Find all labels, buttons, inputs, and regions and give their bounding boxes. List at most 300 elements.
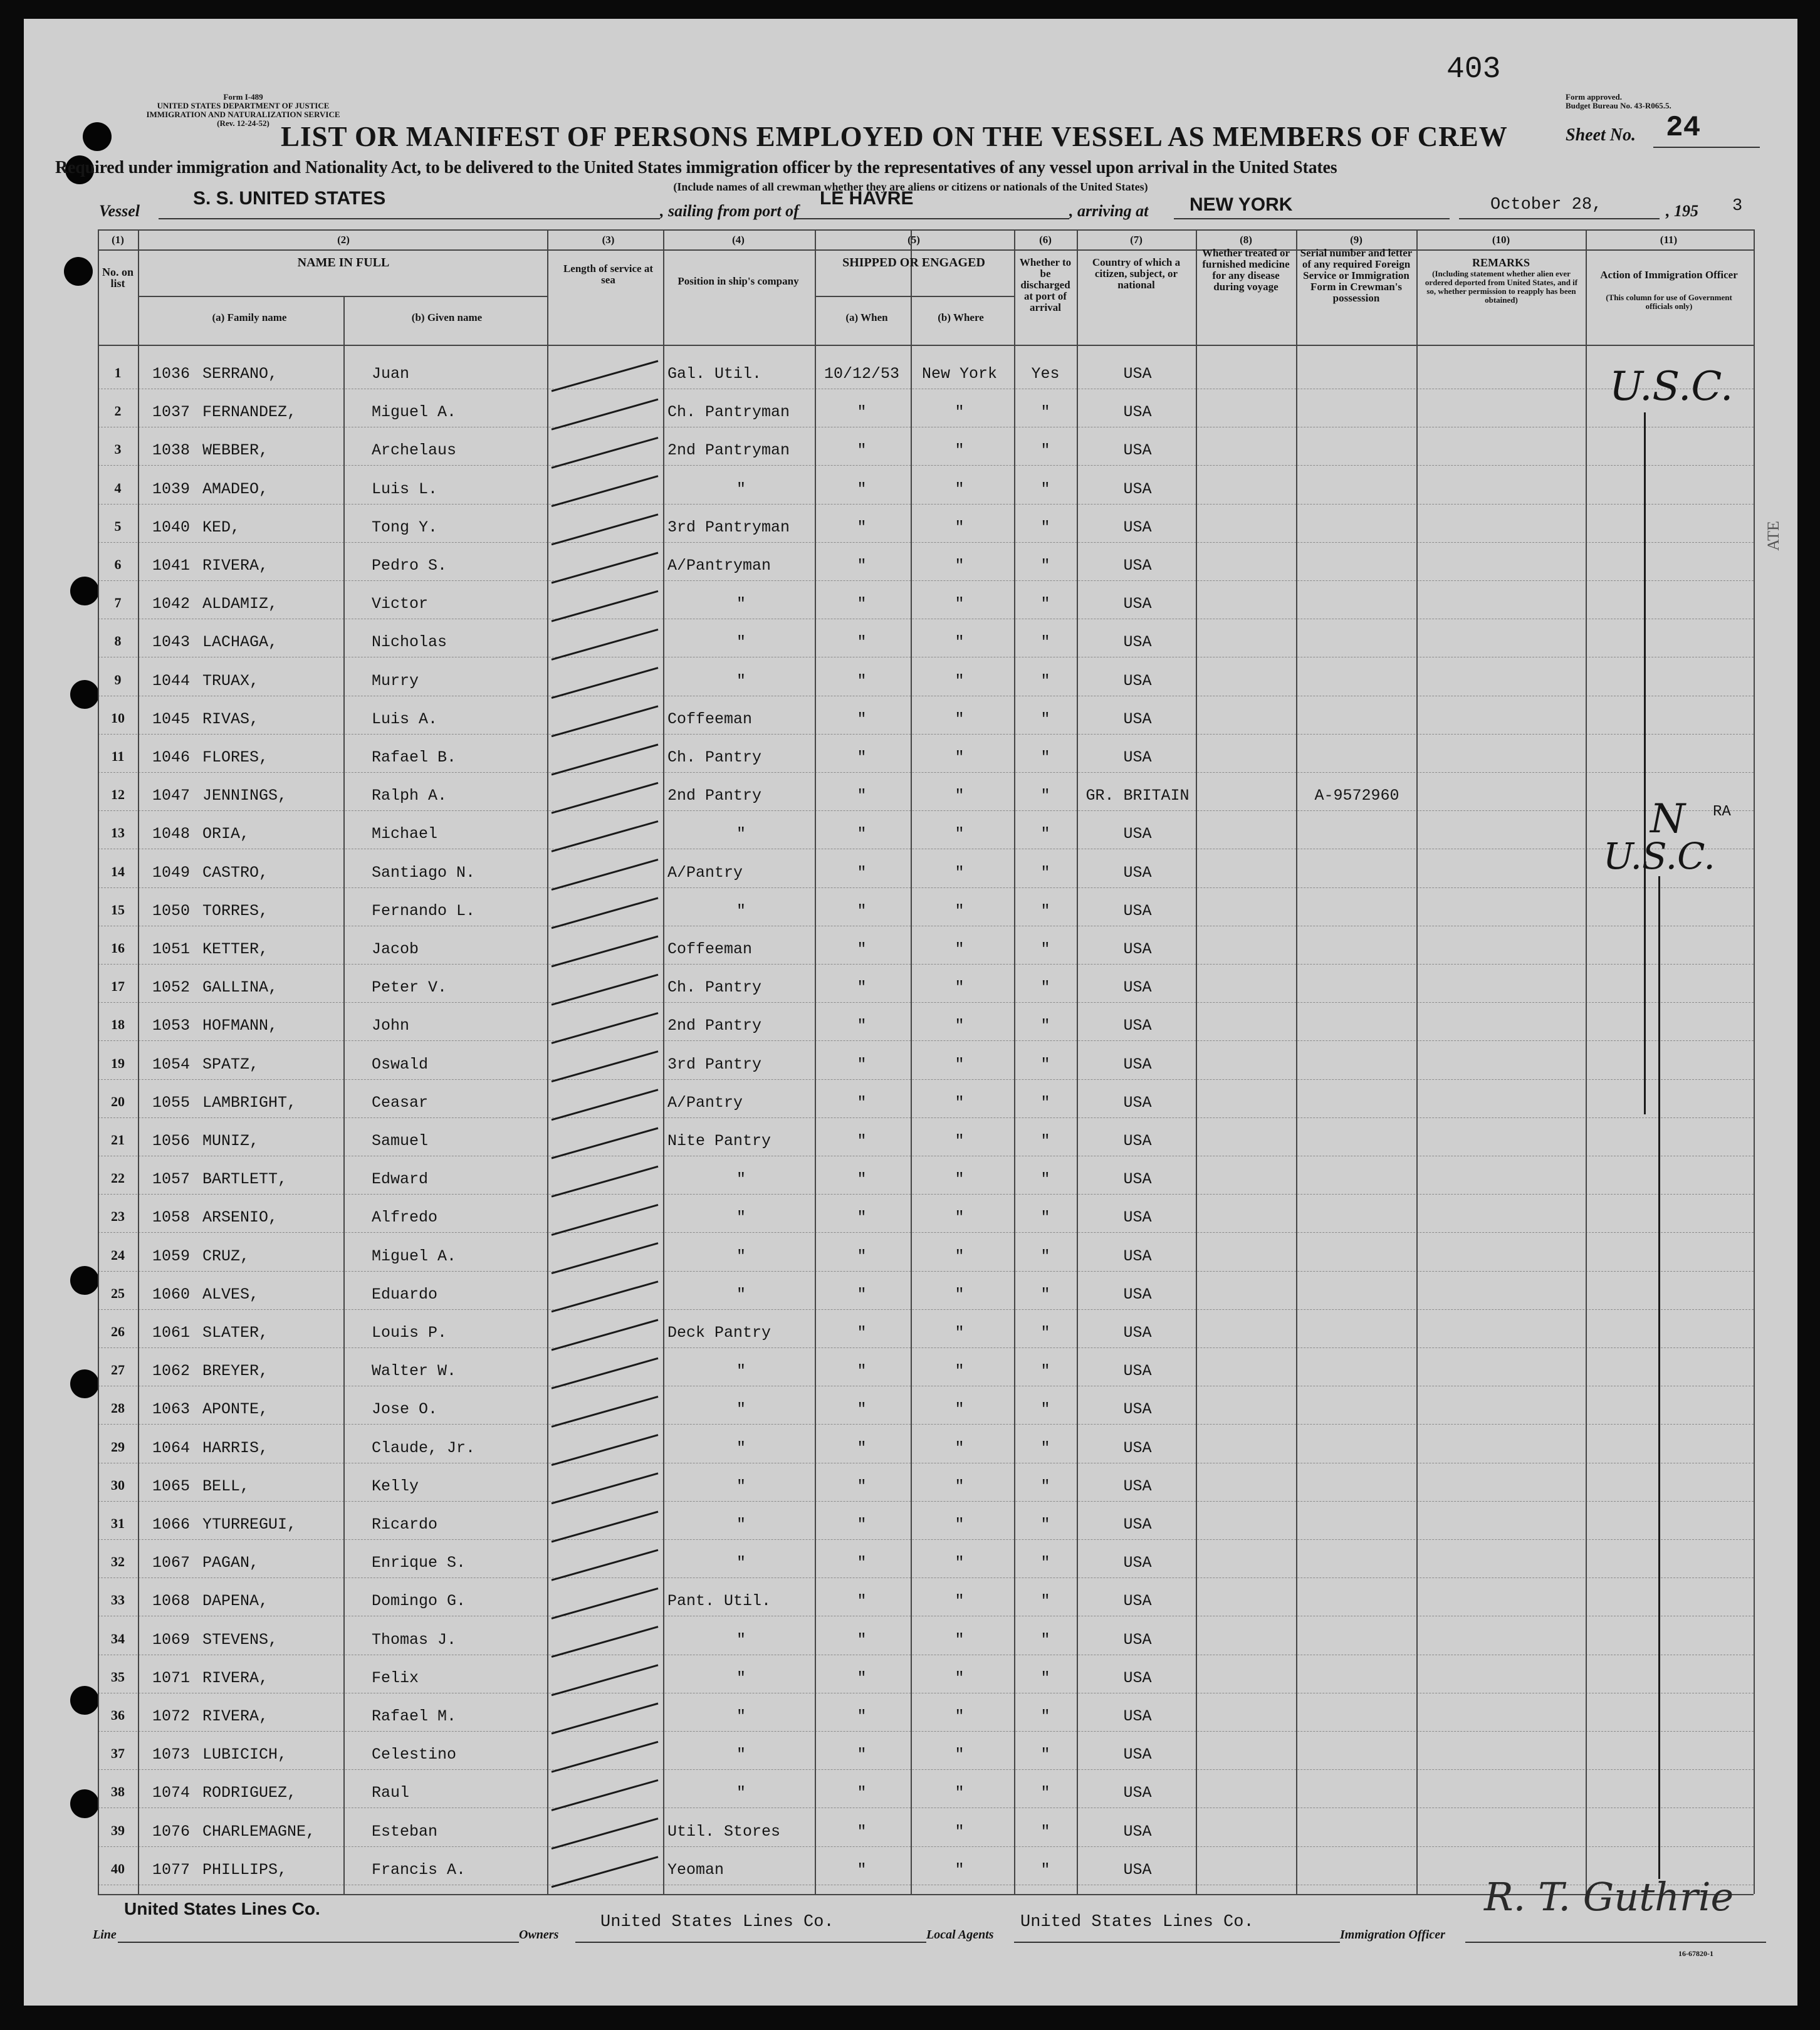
country: USA xyxy=(1123,671,1152,690)
position: " xyxy=(736,1515,746,1534)
family-name: PHILLIPS, xyxy=(202,1860,288,1879)
given-name: Jose O. xyxy=(372,1400,438,1419)
country: USA xyxy=(1123,1362,1152,1381)
family-name: FERNANDEZ, xyxy=(202,403,297,422)
given-name: Jacob xyxy=(372,940,419,958)
given-name: Ceasar xyxy=(372,1093,429,1112)
position: Util. Stores xyxy=(667,1822,781,1841)
discharge-flag: " xyxy=(1040,1170,1050,1189)
crew-id: 1038 xyxy=(152,441,191,460)
shipped-where: " xyxy=(954,787,965,805)
page-number: 403 xyxy=(1446,53,1501,86)
usc-mark-mid: U.S.C. xyxy=(1603,835,1715,877)
service-slash xyxy=(552,1090,658,1120)
crew-id: 1054 xyxy=(152,1055,191,1074)
discharge-flag: " xyxy=(1040,1055,1050,1074)
service-slash xyxy=(552,1857,658,1887)
shipped-where: " xyxy=(954,1170,965,1189)
shipped-when: " xyxy=(857,1132,867,1150)
col3-header: Length of service at sea xyxy=(563,263,654,286)
family-name: WEBBER, xyxy=(202,441,269,460)
crew-id: 1045 xyxy=(152,709,191,728)
shipped-where: " xyxy=(954,1822,965,1841)
col2-header: NAME IN FULL xyxy=(297,256,390,269)
crew-id: 1077 xyxy=(152,1860,191,1879)
position: A/Pantry xyxy=(667,1093,743,1112)
shipped-when: " xyxy=(857,709,867,728)
given-name: Juan xyxy=(372,365,410,383)
list-number: 30 xyxy=(111,1477,125,1493)
country: USA xyxy=(1123,1822,1152,1841)
given-name: Miguel A. xyxy=(372,1247,457,1265)
family-name: RIVERA, xyxy=(202,1668,269,1687)
discharge-flag: " xyxy=(1040,557,1050,575)
family-name: MUNIZ, xyxy=(202,1132,259,1150)
country: USA xyxy=(1123,825,1152,844)
crew-id: 1037 xyxy=(152,403,191,422)
shipped-where: " xyxy=(954,1093,965,1112)
given-name: Murry xyxy=(372,671,419,690)
ditto-stroke-mid xyxy=(1658,876,1664,1879)
position: 2nd Pantryman xyxy=(667,441,790,460)
country: GR. BRITAIN xyxy=(1085,787,1190,805)
given-name: Thomas J. xyxy=(372,1630,457,1649)
country: USA xyxy=(1123,1170,1152,1189)
position: " xyxy=(736,825,746,844)
officer-label: Immigration Officer xyxy=(1340,1928,1445,1942)
family-name: ORIA, xyxy=(202,825,250,844)
service-slash xyxy=(552,1320,658,1350)
service-slash xyxy=(552,1243,658,1274)
crew-id: 1040 xyxy=(152,518,191,536)
given-name: Archelaus xyxy=(372,441,457,460)
list-number: 6 xyxy=(114,557,122,572)
list-number: 34 xyxy=(111,1630,125,1646)
list-number: 28 xyxy=(111,1400,125,1416)
given-name: Pedro S. xyxy=(372,557,447,575)
shipped-when: " xyxy=(857,1860,867,1879)
crew-id: 1072 xyxy=(152,1707,191,1725)
given-name: Tong Y. xyxy=(372,518,438,536)
budget-bureau: Budget Bureau No. 43-R065.5. xyxy=(1566,101,1671,110)
family-name: SLATER, xyxy=(202,1324,269,1342)
shipped-when: " xyxy=(857,1055,867,1074)
crew-id: 1060 xyxy=(152,1285,191,1304)
discharge-flag: " xyxy=(1040,787,1050,805)
list-number: 32 xyxy=(111,1554,125,1570)
discharge-flag: " xyxy=(1040,709,1050,728)
discharge-flag: " xyxy=(1040,1324,1050,1342)
list-number: 10 xyxy=(111,709,125,726)
col7-header: Country of which a citizen, subject, or national xyxy=(1092,256,1181,291)
position: " xyxy=(736,1208,746,1227)
family-name: HOFMANN, xyxy=(202,1017,278,1035)
service-slash xyxy=(552,821,658,851)
service-slash xyxy=(552,898,658,928)
crew-id: 1064 xyxy=(152,1438,191,1457)
col4-header: Position in ship's company xyxy=(677,275,799,287)
shipped-where: " xyxy=(954,1745,965,1764)
crew-id: 1043 xyxy=(152,633,191,652)
service-slash xyxy=(552,1627,658,1657)
service-slash xyxy=(552,361,658,391)
shipped-when: " xyxy=(857,633,867,652)
position: " xyxy=(736,479,746,498)
country: USA xyxy=(1123,518,1152,536)
shipped-when: " xyxy=(857,863,867,882)
family-name: DAPENA, xyxy=(202,1592,269,1611)
country: USA xyxy=(1123,557,1152,575)
family-name: CASTRO, xyxy=(202,863,269,882)
country: USA xyxy=(1123,1017,1152,1035)
position: " xyxy=(736,1784,746,1802)
position: Ch. Pantry xyxy=(667,978,762,997)
country: USA xyxy=(1123,1438,1152,1457)
crew-id: 1067 xyxy=(152,1554,191,1572)
given-name: Ricardo xyxy=(372,1515,438,1534)
family-name: LAMBRIGHT, xyxy=(202,1093,297,1112)
discharge-flag: " xyxy=(1040,1400,1050,1419)
given-name: Santiago N. xyxy=(372,863,476,882)
family-name: BELL, xyxy=(202,1477,250,1495)
position: Yeoman xyxy=(667,1860,724,1879)
list-number: 20 xyxy=(111,1093,125,1109)
owners-underline xyxy=(575,1942,926,1943)
discharge-flag: " xyxy=(1040,978,1050,997)
shipped-when: " xyxy=(857,940,867,958)
form-title: LIST OR MANIFEST OF PERSONS EMPLOYED ON THE VESSEL AS MEMBERS OF CREW xyxy=(281,121,1508,152)
family-name: CRUZ, xyxy=(202,1247,250,1265)
service-slash xyxy=(552,706,658,736)
position: " xyxy=(736,1285,746,1304)
line-underline xyxy=(118,1942,519,1943)
usc-mark-top: U.S.C. xyxy=(1609,364,1734,410)
list-number: 2 xyxy=(114,403,122,419)
shipped-where: " xyxy=(954,901,965,920)
line-label: Line xyxy=(93,1928,117,1942)
serial-number: A-9572960 xyxy=(1314,787,1399,805)
shipped-when: " xyxy=(857,1017,867,1035)
list-number: 31 xyxy=(111,1515,125,1531)
country: USA xyxy=(1123,978,1152,997)
list-number: 18 xyxy=(111,1017,125,1033)
family-name: JENNINGS, xyxy=(202,787,288,805)
discharge-flag: " xyxy=(1040,403,1050,422)
given-name: Victor xyxy=(372,595,429,614)
country: USA xyxy=(1123,1554,1152,1572)
shipped-when: " xyxy=(857,479,867,498)
shipped-when: " xyxy=(857,787,867,805)
given-name: Samuel xyxy=(372,1132,429,1150)
shipped-when: " xyxy=(857,671,867,690)
shipped-where: " xyxy=(954,1132,965,1150)
list-number: 19 xyxy=(111,1055,125,1071)
discharge-flag: " xyxy=(1040,518,1050,536)
family-name: STEVENS, xyxy=(202,1630,278,1649)
given-name: Claude, Jr. xyxy=(372,1438,476,1457)
col9-header: Serial number and letter of any required Foreign Service or Immigration Form in Crewman's possession xyxy=(1300,247,1413,304)
port-of-arrival: NEW YORK xyxy=(1190,194,1293,215)
list-number: 17 xyxy=(111,978,125,995)
family-name: TRUAX, xyxy=(202,671,259,690)
country: USA xyxy=(1123,595,1152,614)
list-number: 7 xyxy=(114,595,122,611)
position: " xyxy=(736,595,746,614)
country: USA xyxy=(1123,1477,1152,1495)
country: USA xyxy=(1123,1784,1152,1802)
discharge-flag: Yes xyxy=(1031,365,1060,383)
col2b-header: (b) Given name xyxy=(411,311,483,323)
country: USA xyxy=(1123,1055,1152,1074)
discharge-flag: " xyxy=(1040,1592,1050,1611)
crew-id: 1076 xyxy=(152,1822,191,1841)
country: USA xyxy=(1123,1285,1152,1304)
position: " xyxy=(736,671,746,690)
crew-id: 1036 xyxy=(152,365,191,383)
ditto-stroke-top xyxy=(1644,412,1650,1114)
shipped-when: " xyxy=(857,403,867,422)
list-number: 27 xyxy=(111,1362,125,1378)
officer-underline xyxy=(1465,1942,1766,1943)
position: " xyxy=(736,1668,746,1687)
crew-id: 1069 xyxy=(152,1630,191,1649)
list-number: 29 xyxy=(111,1438,125,1455)
service-slash xyxy=(552,1166,658,1196)
shipped-when: " xyxy=(857,978,867,997)
form-dept: UNITED STATES DEPARTMENT OF JUSTICE xyxy=(157,101,330,110)
position: " xyxy=(736,1630,746,1649)
given-name: John xyxy=(372,1017,410,1035)
col6-header: Whether to be discharged at port of arrival xyxy=(1019,256,1072,313)
discharge-flag: " xyxy=(1040,1285,1050,1304)
discharge-flag: " xyxy=(1040,1017,1050,1035)
officer-signature: R. T. Guthrie xyxy=(1484,1874,1734,1920)
list-number: 14 xyxy=(111,863,125,879)
family-name: LUBICICH, xyxy=(202,1745,288,1764)
list-number: 39 xyxy=(111,1822,125,1838)
list-number: 3 xyxy=(114,441,122,458)
crew-id: 1055 xyxy=(152,1093,191,1112)
manifest-sheet xyxy=(24,19,1797,2006)
position: 2nd Pantry xyxy=(667,1017,762,1035)
crew-id: 1068 xyxy=(152,1592,191,1611)
service-slash xyxy=(552,1052,658,1082)
shipped-where: New York xyxy=(921,365,998,383)
position: Ch. Pantryman xyxy=(667,403,790,422)
list-number: 1 xyxy=(114,365,122,380)
crew-id: 1073 xyxy=(152,1745,191,1764)
list-number: 13 xyxy=(111,825,125,841)
crew-id: 1059 xyxy=(152,1247,191,1265)
country: USA xyxy=(1123,633,1152,652)
service-slash xyxy=(552,476,658,506)
country: USA xyxy=(1123,1247,1152,1265)
col5-number: (5) xyxy=(907,234,920,246)
shipped-when: " xyxy=(857,748,867,766)
shipped-when: " xyxy=(857,1324,867,1342)
shipped-when: " xyxy=(857,1668,867,1687)
shipped-where: " xyxy=(954,1247,965,1265)
discharge-flag: " xyxy=(1040,1515,1050,1534)
mark-n: N xyxy=(1650,796,1685,842)
given-name: Rafael M. xyxy=(372,1707,457,1725)
shipped-where: " xyxy=(954,1362,965,1381)
year-prefix: , 195 xyxy=(1666,202,1698,220)
family-name: SERRANO, xyxy=(202,365,278,383)
service-slash xyxy=(552,1703,658,1734)
form-approved: Form approved. xyxy=(1566,92,1623,102)
given-name: Celestino xyxy=(372,1745,457,1764)
discharge-flag: " xyxy=(1040,441,1050,460)
col10-number: (10) xyxy=(1492,234,1510,246)
shipped-when: " xyxy=(857,1285,867,1304)
family-name: HARRIS, xyxy=(202,1438,269,1457)
crew-id: 1066 xyxy=(152,1515,191,1534)
list-number: 15 xyxy=(111,901,125,918)
discharge-flag: " xyxy=(1040,940,1050,958)
given-name: Peter V. xyxy=(372,978,447,997)
agents-value: United States Lines Co. xyxy=(1020,1913,1254,1932)
country: USA xyxy=(1123,709,1152,728)
given-name: Oswald xyxy=(372,1055,429,1074)
discharge-flag: " xyxy=(1040,1784,1050,1802)
sheet-label: Sheet No. xyxy=(1566,125,1636,145)
service-slash xyxy=(552,1128,658,1158)
country: USA xyxy=(1123,1668,1152,1687)
family-name: ALDAMIZ, xyxy=(202,595,278,614)
crew-id: 1071 xyxy=(152,1668,191,1687)
form-rev: (Rev. 12-24-52) xyxy=(217,118,269,128)
discharge-flag: " xyxy=(1040,1630,1050,1649)
crew-id: 1049 xyxy=(152,863,191,882)
family-name: BARTLETT, xyxy=(202,1170,288,1189)
shipped-where: " xyxy=(954,1860,965,1879)
crew-id: 1053 xyxy=(152,1017,191,1035)
position: Coffeeman xyxy=(667,709,753,728)
discharge-flag: " xyxy=(1040,1668,1050,1687)
position: Gal. Util. xyxy=(667,365,762,383)
shipped-when: " xyxy=(857,1630,867,1649)
family-name: RIVERA, xyxy=(202,1707,269,1725)
shipped-when: " xyxy=(857,1477,867,1495)
col3-number: (3) xyxy=(602,234,615,246)
discharge-flag: " xyxy=(1040,748,1050,766)
given-name: Kelly xyxy=(372,1477,419,1495)
shipped-when: " xyxy=(857,1170,867,1189)
country: USA xyxy=(1123,1707,1152,1725)
discharge-flag: " xyxy=(1040,595,1050,614)
discharge-flag: " xyxy=(1040,633,1050,652)
country: USA xyxy=(1123,863,1152,882)
position: " xyxy=(736,1707,746,1725)
country: USA xyxy=(1123,1592,1152,1611)
agents-underline xyxy=(1014,1942,1340,1943)
family-name: CHARLEMAGNE, xyxy=(202,1822,316,1841)
list-number: 35 xyxy=(111,1668,125,1685)
sailing-label: , sailing from port of xyxy=(660,202,799,220)
crew-id: 1047 xyxy=(152,787,191,805)
crew-id: 1046 xyxy=(152,748,191,766)
position: Coffeeman xyxy=(667,940,753,958)
arriving-label: , arriving at xyxy=(1069,202,1149,220)
shipped-where: " xyxy=(954,518,965,536)
service-slash xyxy=(552,936,658,966)
list-number: 37 xyxy=(111,1745,125,1762)
shipped-where: " xyxy=(954,748,965,766)
position: " xyxy=(736,1362,746,1381)
service-slash xyxy=(552,668,658,698)
print-code: 16-67820-1 xyxy=(1678,1949,1713,1958)
shipped-when: " xyxy=(857,595,867,614)
col10-note: (Including statement whether alien ever ordered deported from United States, and if so, whether permission to reapply has been obtained) xyxy=(1425,269,1578,305)
shipped-where: " xyxy=(954,1668,965,1687)
discharge-flag: " xyxy=(1040,1554,1050,1572)
list-number: 24 xyxy=(111,1247,125,1263)
shipped-where: " xyxy=(954,671,965,690)
shipped-where: " xyxy=(954,1324,965,1342)
crew-id: 1042 xyxy=(152,595,191,614)
agents-label: Local Agents xyxy=(926,1928,994,1942)
shipped-where: " xyxy=(954,1554,965,1572)
list-number: 8 xyxy=(114,633,122,649)
service-slash xyxy=(552,1473,658,1504)
shipped-when: " xyxy=(857,1745,867,1764)
position: " xyxy=(736,901,746,920)
position: " xyxy=(736,1247,746,1265)
list-number: 36 xyxy=(111,1707,125,1723)
mark-ra: RA xyxy=(1713,803,1731,820)
side-text: ATE xyxy=(1764,521,1782,551)
col4-number: (4) xyxy=(732,234,745,246)
col9-number: (9) xyxy=(1350,234,1362,246)
shipped-where: " xyxy=(954,978,965,997)
crew-id: 1057 xyxy=(152,1170,191,1189)
col5-header: SHIPPED OR ENGAGED xyxy=(842,256,985,269)
shipped-where: " xyxy=(954,1438,965,1457)
list-number: 25 xyxy=(111,1285,125,1301)
shipped-when: " xyxy=(857,557,867,575)
service-slash xyxy=(552,1205,658,1235)
crew-id: 1061 xyxy=(152,1324,191,1342)
service-slash xyxy=(552,1013,658,1043)
position: Nite Pantry xyxy=(667,1132,771,1150)
form-service: IMMIGRATION AND NATURALIZATION SERVICE xyxy=(146,110,340,119)
discharge-flag: " xyxy=(1040,671,1050,690)
given-name: Fernando L. xyxy=(372,901,476,920)
service-slash xyxy=(552,591,658,621)
shipped-when: " xyxy=(857,1438,867,1457)
given-name: Michael xyxy=(372,825,438,844)
family-name: RIVAS, xyxy=(202,709,259,728)
position: Ch. Pantry xyxy=(667,748,762,766)
col10-header: REMARKS xyxy=(1472,256,1530,269)
shipped-when: " xyxy=(857,1822,867,1841)
discharge-flag: " xyxy=(1040,1093,1050,1112)
shipped-when: " xyxy=(857,1362,867,1381)
country: USA xyxy=(1123,1745,1152,1764)
port-of-sailing: LE HAVRE xyxy=(820,188,914,209)
country: USA xyxy=(1123,1630,1152,1649)
service-slash xyxy=(552,629,658,659)
given-name: Louis P. xyxy=(372,1324,447,1342)
shipped-where: " xyxy=(954,441,965,460)
shipped-where: " xyxy=(954,863,965,882)
list-number: 38 xyxy=(111,1784,125,1800)
shipped-where: " xyxy=(954,595,965,614)
service-slash xyxy=(552,553,658,583)
shipped-when: " xyxy=(857,1247,867,1265)
crew-id: 1041 xyxy=(152,557,191,575)
